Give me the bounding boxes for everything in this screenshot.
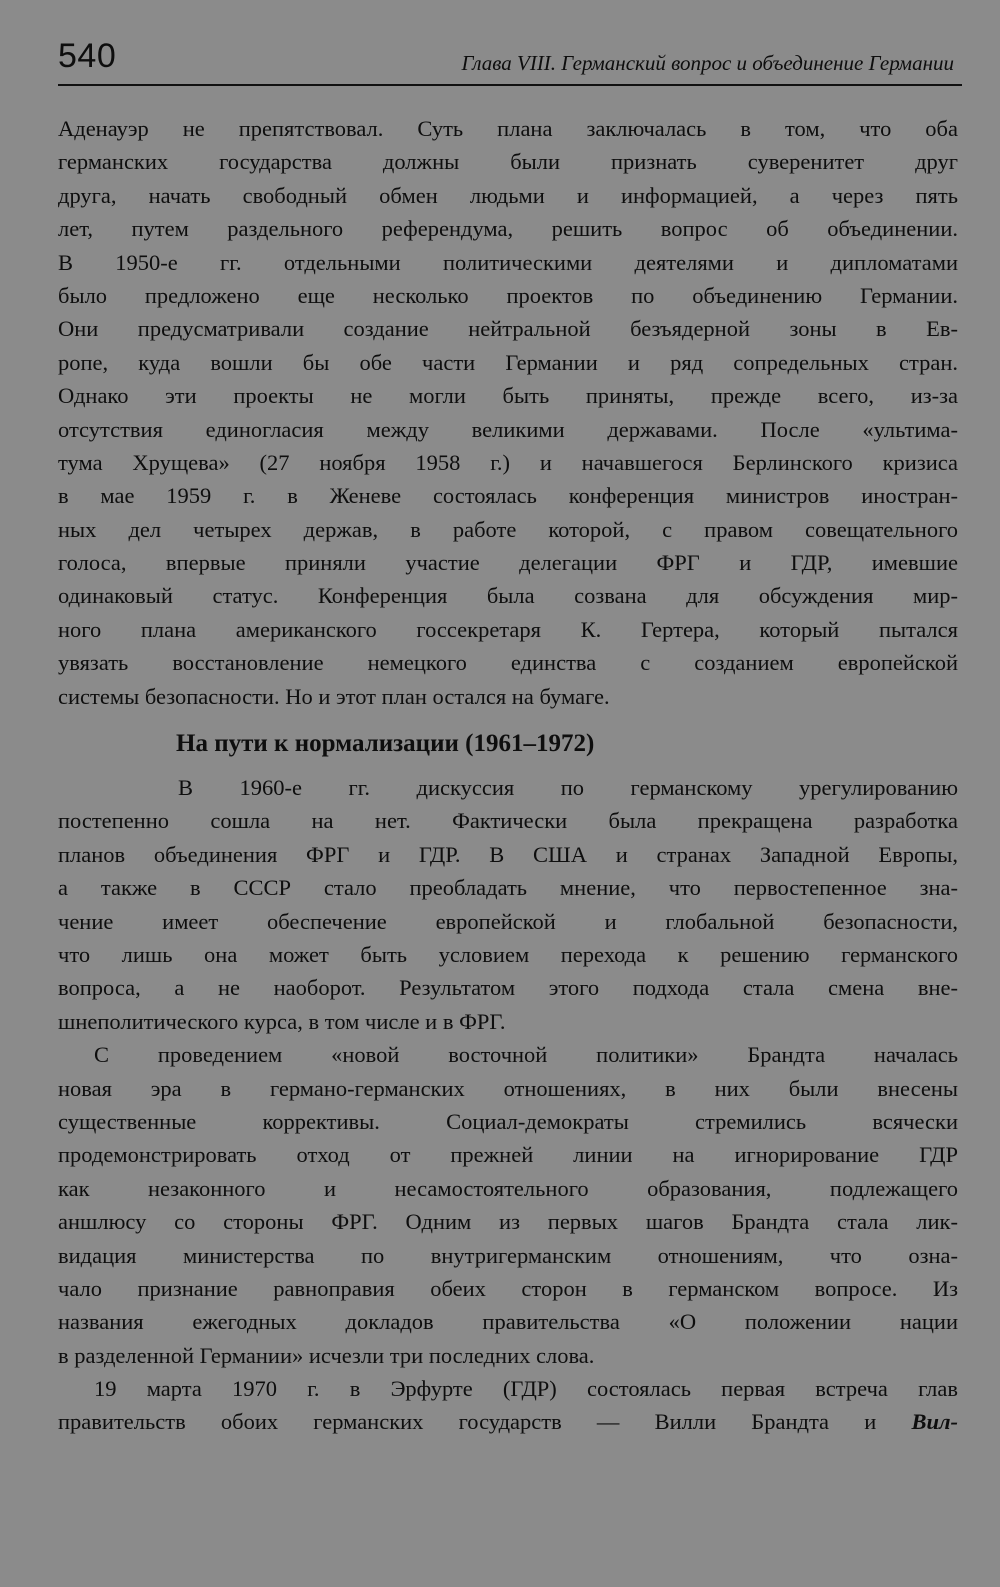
text-line: чало признание равноправия обеих сторон в германском вопросе. Из [58, 1275, 958, 1301]
paragraph-3 [58, 1038, 958, 1372]
text-line: В 1960-е гг. дискуссия по германскому урегулированию [178, 775, 958, 801]
paragraph-1 [58, 112, 958, 713]
text-line: в мае 1959 г. в Женеве состоялась конференция министров иностран- [58, 483, 958, 509]
text-line: лет, путем раздельного референдума, решить вопрос об объединении. [58, 216, 958, 242]
text-line: Они предусматривали создание нейтральной безъядерной зоны в Ев- [58, 316, 958, 342]
text-line: как незаконного и несамостоятельного образования, подлежащего [58, 1175, 958, 1201]
text-line: аншлюсу со стороны ФРГ. Одним из первых шагов Брандта стала лик- [58, 1209, 958, 1235]
running-header [58, 36, 962, 86]
text-line: чение имеет обеспечение европейской и глобальной безопасности, [58, 908, 958, 934]
body-text [58, 112, 958, 1439]
text-line: было предложено еще несколько проектов по объединению Германии. [58, 282, 958, 308]
emphasized-name: Вил- [911, 1409, 958, 1435]
section-heading: На пути к нормализации (1961–1972) [176, 730, 595, 758]
text-line: новая эра в германо-германских отношениях, в них были внесены [58, 1075, 958, 1101]
text-line [58, 1405, 958, 1438]
text-line: 19 марта 1970 г. в Эрфурте (ГДР) состоялась первая встреча глав [94, 1376, 958, 1402]
text-line: вопроса, а не наоборот. Результатом этого подхода стала смена вне- [58, 975, 958, 1001]
text-line: в разделенной Германии» исчезли три последних слова. [58, 1342, 595, 1368]
chapter-title: Глава VIII. Германский вопрос и объединение Германии [461, 51, 954, 75]
text-line: видация министерства по внутригерманским отношениям, что озна- [58, 1242, 958, 1268]
text-line: германских государства должны были признать суверенитет друг [58, 149, 958, 175]
page-number: 540 [58, 37, 117, 75]
paragraph-2 [58, 771, 958, 1038]
text-line: В 1950-е гг. отдельными политическими деятелями и дипломатами [58, 249, 958, 275]
text-line: продемонстрировать отход от прежней линии на игнорирование ГДР [58, 1142, 958, 1168]
text-line: тума Хрущева» (27 ноября 1958 г.) и начавшегося Берлинского кризиса [58, 449, 958, 475]
text-line: одинаковый статус. Конференция была созвана для обсуждения мир- [58, 583, 958, 609]
text-line: планов объединения ФРГ и ГДР. В США и странах Западной Европы, [58, 841, 958, 867]
text-line: Однако эти проекты не могли быть приняты, прежде всего, из-за [58, 383, 958, 409]
text-line: системы безопасности. Но и этот план остался на бумаге. [58, 683, 610, 709]
text-line: а также в СССР стало преобладать мнение, что первостепенное зна- [58, 875, 958, 901]
text-line: что лишь она может быть условием перехода к решению германского [58, 941, 958, 967]
text-line: ного плана американского госсекретаря К. Гертера, который пытался [58, 616, 958, 642]
text-line: друга, начать свободный обмен людьми и информацией, а через пять [58, 182, 958, 208]
text-run: правительств обоих германских государств — Вилли Брандта и [58, 1409, 912, 1435]
text-line: С проведением «новой восточной политики» Брандта началась [94, 1042, 958, 1068]
text-line: голоса, впервые приняли участие делегации ФРГ и ГДР, имевшие [58, 550, 958, 576]
paragraph-4 [58, 1372, 958, 1439]
text-line: постепенно сошла на нет. Фактически была прекращена разработка [58, 808, 958, 834]
text-line: увязать восстановление немецкого единства с созданием европейской [58, 650, 958, 676]
text-line: названия ежегодных докладов правительства «О положении нации [58, 1309, 958, 1335]
text-line: ных дел четырех держав, в работе которой, с правом совещательного [58, 516, 958, 542]
text-line: существенные коррективы. Социал-демократы стремились всячески [58, 1108, 958, 1134]
text-line: Аденауэр не препятствовал. Суть плана заключалась в том, что оба [58, 116, 958, 141]
text-line: отсутствия единогласия между великими державами. После «ультима- [58, 416, 958, 442]
text-line: ропе, куда вошли бы обе части Германии и ряд сопредельных стран. [58, 349, 958, 375]
text-line: шнеполитического курса, в том числе и в ФРГ. [58, 1008, 506, 1034]
